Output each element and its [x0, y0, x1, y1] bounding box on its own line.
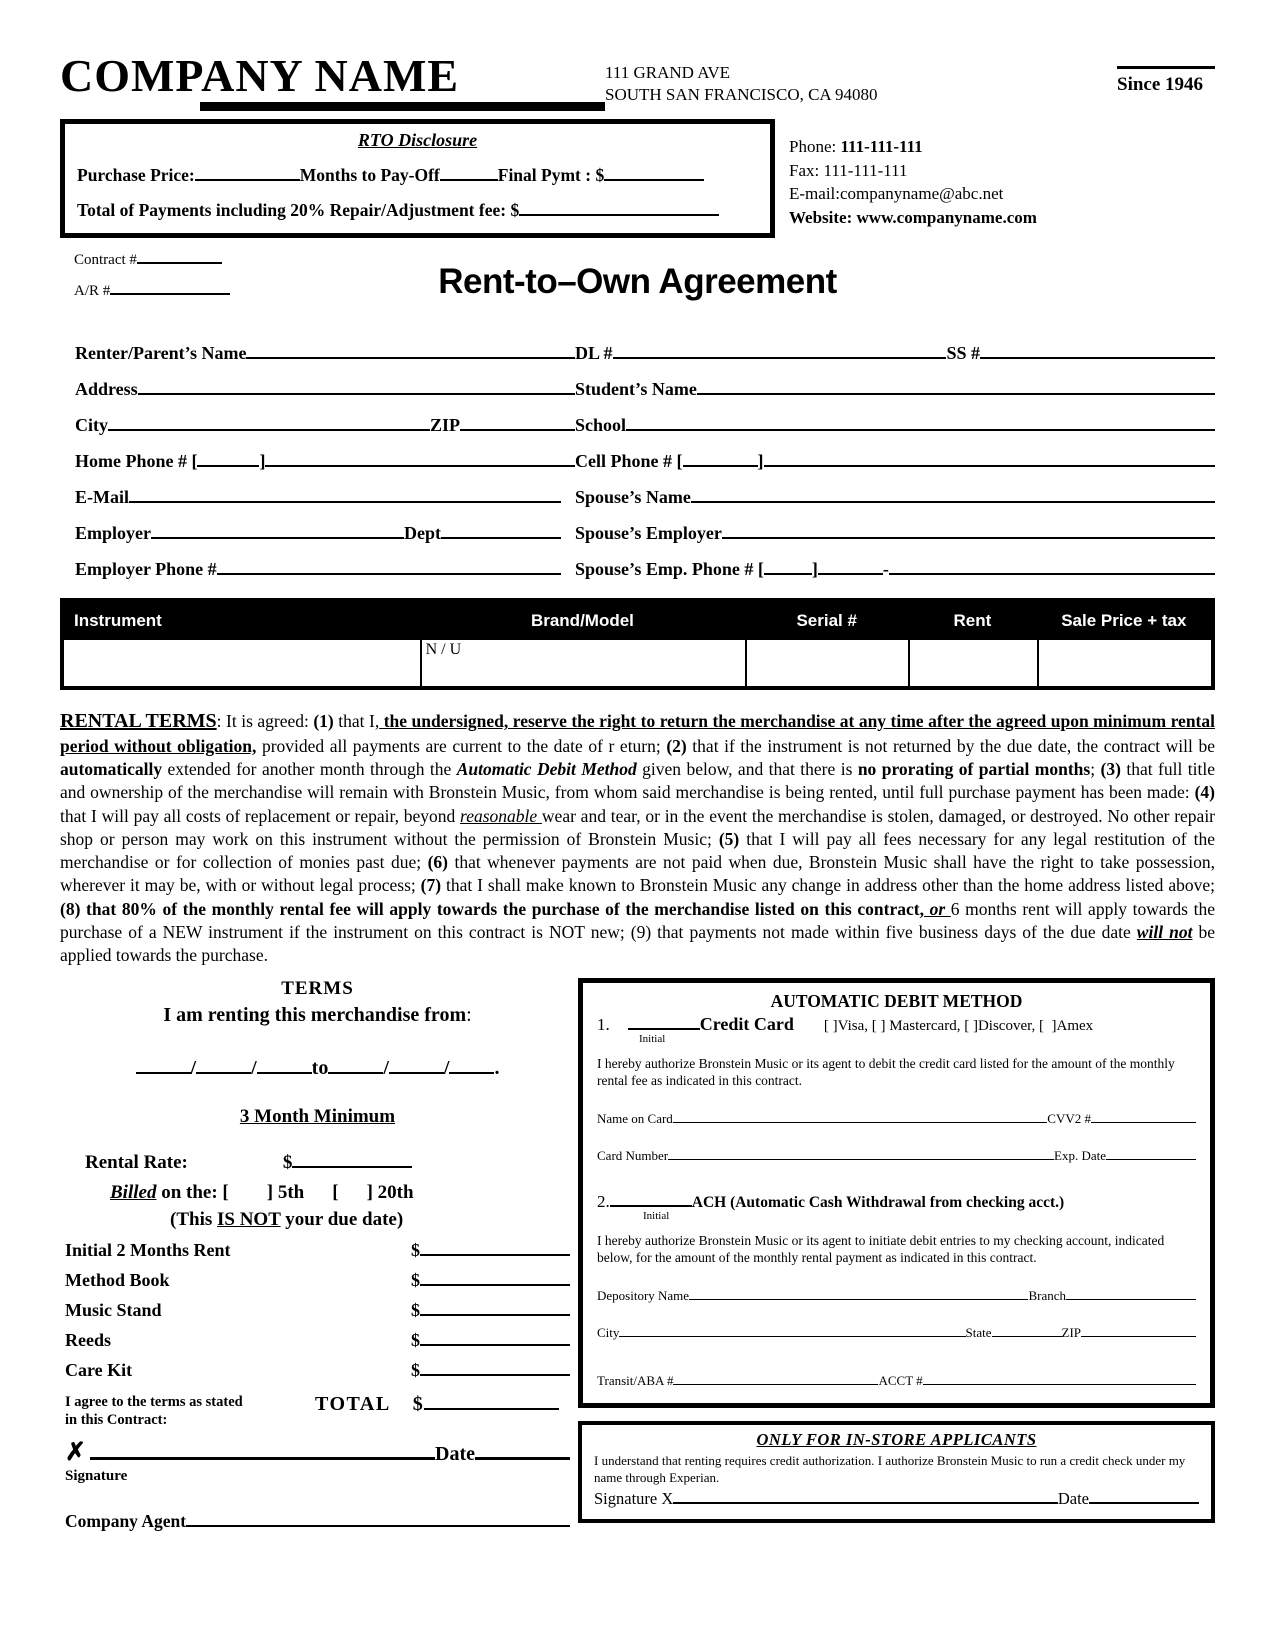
cell-brand-model: N / U [420, 640, 746, 686]
table-header-serial: Serial # [796, 611, 857, 631]
terms-title: TERMS [281, 977, 354, 999]
purchase-price-row: Purchase Price: Months to Pay-Off Final Pymt : $ [77, 165, 758, 186]
dollar-sign: $ [411, 1239, 420, 1260]
rental-terms-paragraph: RENTAL TERMS: It is agreed: (1) that I, the undersigned, reserve the right to return the merchandise at any time after the agreed upon minimum rental period without obligation, provided all payments are current to the date of r eturn; (2) that if the instrument is not returned by the due date, the contract will be automatically extended for another month through the Automatic Debit Method given below, and that there is no prorating of partial months; (3) that full title and ownership of the merchandise will remain with Bronstein Music, from whom said merchandise is being rented, until full purchase payment has been made: (4) that I will pay all costs of replacement or repair, beyond reasonable wear and tear, or in the event the merchandise is stolen, damaged, or destroyed. No other repair shop or person may work on this instrument without the permission of Bronstein Music; (5) that I will pay all fees necessary for any legal restitution of the merchandise or for collection of monies past due; (6) that whenever payments are not paid when due, Bronstein Music shall have the right to take possession, wherever it may be, with or without legal process; (7) that I shall make known to Bronstein Music any change in address other than the home address listed above; (8) that 80% of the monthly rental fee will apply towards the purchase of the merchandise listed on this contract, or 6 months rent will apply towards the purchase of a NEW instrument if the instrument on this contract is NOT new; (9) that payments not made within five business days of the due date will not be applied towards the purchase. [60, 710, 1216, 966]
automatic-debit-box [578, 978, 1215, 1408]
renter-name-field: Renter/Parent’s Name [75, 343, 575, 364]
signature-label: Signature [65, 1467, 128, 1484]
fee-row-care-kit [65, 1360, 570, 1381]
name-on-card-row: Name on Card CVV2 # [597, 1111, 1196, 1127]
spouse-emp-phone-field: Spouse’s Emp. Phone # [ ] - [575, 559, 1215, 580]
depository-row: Depository Name Branch [597, 1288, 1196, 1304]
cell-sale-price [1037, 640, 1211, 686]
fee-row-music-stand [65, 1300, 570, 1321]
city-zip-fields: City ZIP [75, 415, 575, 436]
dl-ss-fields: DL # SS # [575, 343, 1215, 364]
spouse-employer-field: Spouse’s Employer [575, 523, 1215, 544]
fee-label: Music Stand [65, 1299, 162, 1320]
cell-instrument [64, 640, 420, 686]
ach-authorization: I hereby authorize Bronstein Music or its agent to initiate debit entries to my checking account, indicated below, for the amount of the monthly rental payment as indicated in this contract. [597, 1232, 1165, 1266]
company-block [60, 52, 605, 111]
card-number-row: Card Number Exp. Date [597, 1148, 1196, 1164]
renting-from-line: I am renting this merchandise from: [163, 1003, 472, 1026]
form-row-email-spouse [75, 487, 1215, 508]
dollar-sign: $ [411, 1359, 420, 1380]
fee-label: Method Book [65, 1269, 170, 1290]
ach-option-row: 2. ACH (Automatic Cash Withdrawal from checking acct.) [597, 1191, 1065, 1211]
contact-phone: Phone: 111-111-111 [789, 137, 923, 157]
fee-amount-line [420, 1374, 570, 1376]
fee-row-method-book [65, 1270, 570, 1291]
instore-title: ONLY FOR IN-STORE APPLICANTS [756, 1429, 1037, 1449]
company-name-underline [200, 102, 605, 111]
email-field: E-Mail [75, 487, 575, 508]
form-row-renter-dl-ss [75, 343, 1215, 364]
table-header-brand-model: Brand/Model [530, 611, 634, 631]
address-line-1: 111 GRAND AVE [605, 63, 730, 82]
school-field: School [575, 415, 1215, 436]
company-agent-row: Company Agent [65, 1511, 570, 1532]
instore-signature-row: Signature X Date [594, 1489, 1199, 1509]
debit-column [578, 978, 1215, 1532]
city-state-zip-row: City State ZIP [597, 1325, 1196, 1341]
rto-disclosure-box [60, 119, 775, 238]
dollar-sign: $ [411, 1299, 420, 1320]
instore-paragraph: I understand that renting requires credit authorization. I authorize Bronstein Music to run a credit check under my name through Experian. [594, 1452, 1186, 1486]
table-header-rent: Rent [953, 611, 992, 631]
address-line-2: SOUTH SAN FRANCISCO, CA 94080 [605, 85, 878, 105]
initial-label: Initial [639, 1032, 666, 1045]
table-header-sale-price: Sale Price + tax [1061, 611, 1187, 631]
company-name: COMPANY NAME [60, 50, 460, 101]
terms-column [60, 978, 570, 1532]
fee-amount-line [420, 1284, 570, 1286]
billed-on-row: Billed on the: [ ] 5th [ ] 20th [110, 1181, 414, 1203]
agree-line-2: in this Contract: [65, 1411, 168, 1428]
rto-and-contact-row [60, 119, 1215, 238]
ar-number-field: A/R # [74, 283, 324, 300]
instore-applicants-box [578, 1421, 1215, 1523]
rto-disclosure-title: RTO Disclosure [357, 130, 478, 151]
since-badge [1117, 52, 1215, 96]
agree-and-total [65, 1393, 570, 1429]
credit-card-option-row: 1. Credit Card [ ]Visa, [ ] Mastercard, [ ]Discover, [ ]Amex [597, 1013, 1094, 1034]
instrument-table [60, 598, 1215, 690]
contact-info [789, 119, 1037, 238]
spouse-name-field: Spouse’s Name [575, 487, 1215, 508]
rental-rate-row: Rental Rate: $ [65, 1152, 570, 1174]
dollar-sign: $ [411, 1269, 420, 1290]
fee-label: Initial 2 Months Rent [65, 1239, 231, 1260]
form-row-city-school [75, 415, 1215, 436]
since-rule [1117, 66, 1215, 69]
fee-row-reeds [65, 1330, 570, 1351]
cell-phone-field: Cell Phone # [ ] [575, 451, 1215, 472]
fee-label: Care Kit [65, 1359, 133, 1380]
form-row-phones [75, 451, 1215, 472]
since-text: Since 1946 [1117, 74, 1204, 95]
title-area [60, 252, 1215, 328]
fee-label: Reeds [65, 1329, 111, 1350]
contact-website: Website: www.companyname.com [789, 207, 1037, 227]
fee-amount-line [420, 1314, 570, 1316]
contact-email: E-mail:companyname@abc.net [789, 184, 1004, 204]
page-header [60, 52, 1215, 111]
transit-acct-row: Transit/ABA # ACCT # [597, 1373, 1196, 1389]
home-phone-field: Home Phone # [ ] [75, 451, 575, 472]
agree-line-1: I agree to the terms as stated [65, 1393, 243, 1410]
credit-card-authorization: I hereby authorize Bronstein Music or its agent to debit the credit card listed for the amount of the monthly rental fee as indicated in this contract. [597, 1055, 1175, 1089]
employer-phone-field: Employer Phone # [75, 559, 575, 580]
contract-number-field: Contract # [74, 252, 324, 269]
company-address [605, 52, 960, 106]
fee-row-initial-rent [65, 1240, 570, 1261]
cell-serial [745, 640, 908, 686]
applicant-form [60, 343, 1215, 580]
date-range-line: / / to / / . [65, 1057, 570, 1080]
address-field: Address [75, 379, 575, 400]
automatic-debit-title: AUTOMATIC DEBIT METHOD [770, 990, 1023, 1011]
form-row-employer-phone [75, 559, 1215, 580]
table-header-instrument: Instrument [74, 611, 162, 631]
student-name-field: Student’s Name [575, 379, 1215, 400]
cell-rent [908, 640, 1036, 686]
employer-dept-fields: Employer Dept [75, 523, 575, 544]
dollar-sign: $ [411, 1329, 420, 1350]
instrument-table-row [64, 640, 1211, 686]
total-payments-row: Total of Payments including 20% Repair/Adjustment fee: $ [77, 200, 758, 221]
agree-statement [65, 1393, 315, 1429]
fee-amount-line [420, 1254, 570, 1256]
initial-label: Initial [643, 1209, 670, 1222]
signature-row: ✗ Date [65, 1443, 570, 1466]
form-row-employer [75, 523, 1215, 544]
contact-fax: Fax: 111-111-111 [789, 160, 908, 180]
instrument-table-header [64, 602, 1211, 640]
form-row-address-student [75, 379, 1215, 400]
due-date-note: (This IS NOT your due date) [170, 1208, 404, 1230]
total-row: TOTAL $ [315, 1393, 570, 1429]
page-title: Rent-to–Own Agreement [438, 262, 837, 302]
fee-amount-line [420, 1344, 570, 1346]
three-month-minimum: 3 Month Minimum [239, 1105, 396, 1127]
bottom-section [60, 978, 1215, 1532]
